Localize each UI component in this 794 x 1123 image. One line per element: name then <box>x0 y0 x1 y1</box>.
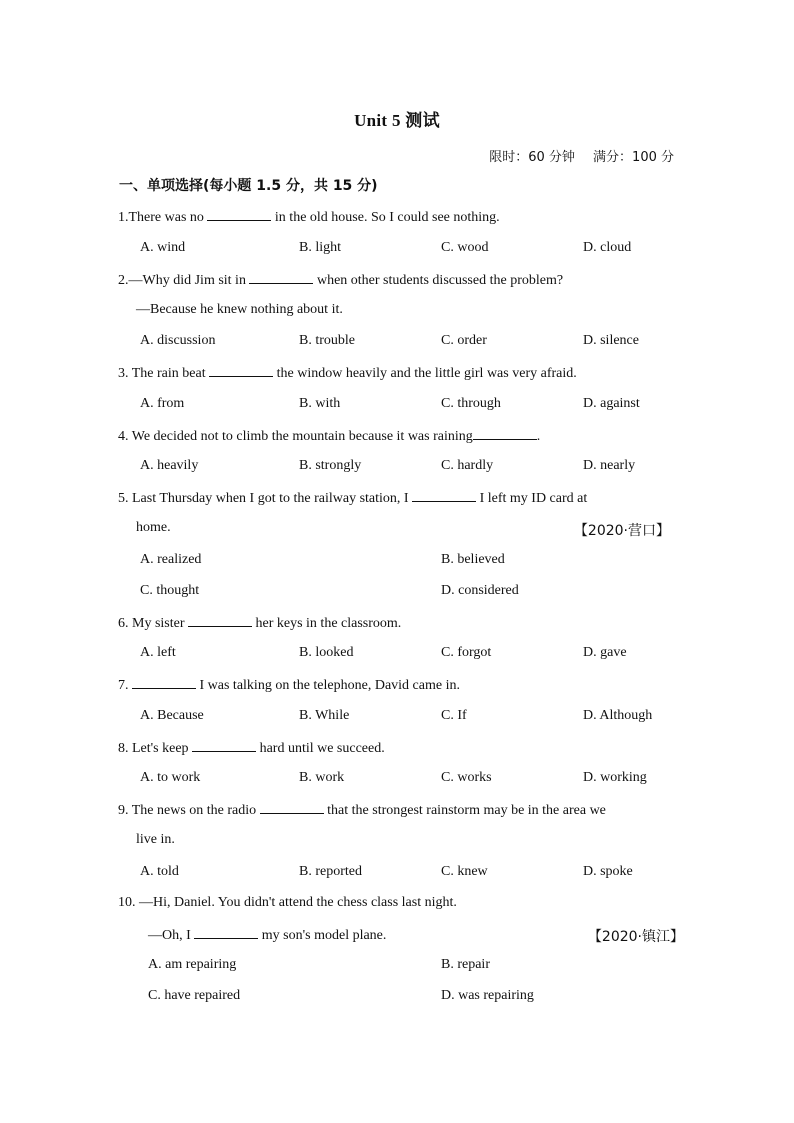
question-10: 10. —Hi, Daniel. You didn't attend the chess class last night. <box>118 895 457 910</box>
question-5-continuation: home. <box>136 520 171 535</box>
option-b: B. looked <box>299 645 354 660</box>
option-c: C. order <box>441 333 487 348</box>
answer-blank <box>249 271 313 284</box>
option-c: C. have repaired <box>148 988 241 1003</box>
option-c: C. works <box>441 770 492 785</box>
option-b: B. light <box>299 240 342 255</box>
option-b: B. with <box>299 396 341 411</box>
answer-blank <box>194 926 258 939</box>
option-a: A. Because <box>140 708 204 723</box>
question-5: 5. Last Thursday when I got to the railway station, I I left my ID card at <box>118 491 588 506</box>
option-d: D. considered <box>441 583 519 598</box>
option-a: A. realized <box>140 552 202 567</box>
option-b: B. strongly <box>299 458 362 473</box>
option-d: D. was repairing <box>441 988 534 1003</box>
question-8: 8. Let's keep hard until we succeed. <box>118 741 385 756</box>
option-b: B. While <box>299 708 350 723</box>
full-marks: 满分：100 分 <box>593 150 674 165</box>
question-2: 2.—Why did Jim sit in when other students discussed the problem? <box>118 273 564 288</box>
option-a: A. told <box>140 864 179 879</box>
question-9-continuation: live in. <box>136 832 175 847</box>
option-d: D. silence <box>583 333 639 348</box>
option-c: C. knew <box>441 864 488 879</box>
option-d: D. gave <box>583 645 627 660</box>
option-d: D. against <box>583 396 640 411</box>
option-d: D. cloud <box>583 240 632 255</box>
question-9: 9. The news on the radio that the strongest rainstorm may be in the area we <box>118 803 606 818</box>
option-c: C. through <box>441 396 501 411</box>
option-a: A. heavily <box>140 458 199 473</box>
option-b: B. reported <box>299 864 362 879</box>
answer-blank <box>132 676 196 689</box>
option-a: A. to work <box>140 770 201 785</box>
question-3: 3. The rain beat the window heavily and the little girl was very afraid. <box>118 366 577 381</box>
answer-blank <box>412 489 476 502</box>
source-tag: 【2020·镇江】 <box>587 929 684 945</box>
answer-blank <box>192 739 256 752</box>
question-2-reply: —Because he knew nothing about it. <box>136 302 343 317</box>
option-b: B. work <box>299 770 345 785</box>
option-a: A. discussion <box>140 333 216 348</box>
answer-blank <box>209 364 273 377</box>
question-1: 1.There was no in the old house. So I could see nothing. <box>118 210 500 225</box>
answer-blank <box>473 427 537 440</box>
source-tag: 【2020·营口】 <box>573 523 670 539</box>
question-7: 7. I was talking on the telephone, David came in. <box>118 678 460 693</box>
option-d: D. spoke <box>583 864 633 879</box>
option-d: D. nearly <box>583 458 636 473</box>
option-c: C. wood <box>441 240 489 255</box>
option-c: C. hardly <box>441 458 494 473</box>
option-a: A. left <box>140 645 176 660</box>
option-d: D. working <box>583 770 647 785</box>
option-b: B. believed <box>441 552 505 567</box>
answer-blank <box>188 614 252 627</box>
page-title: Unit 5 测试 <box>354 111 440 130</box>
exam-meta <box>489 146 674 165</box>
option-b: B. trouble <box>299 333 355 348</box>
option-c: C. thought <box>140 583 200 598</box>
option-c: C. forgot <box>441 645 492 660</box>
option-c: C. If <box>441 708 467 723</box>
option-b: B. repair <box>441 957 490 972</box>
time-limit: 限时：60 分钟 <box>489 150 575 165</box>
option-d: D. Although <box>583 708 653 723</box>
question-4: 4. We decided not to climb the mountain because it was raining . <box>118 429 541 444</box>
option-a: A. from <box>140 396 185 411</box>
answer-blank <box>260 801 324 814</box>
option-a: A. am repairing <box>148 957 237 972</box>
question-10-reply: —Oh, I my son's model plane. <box>148 928 387 943</box>
option-a: A. wind <box>140 240 186 255</box>
answer-blank <box>207 208 271 221</box>
question-6: 6. My sister her keys in the classroom. <box>118 616 402 631</box>
section-heading: 一、单项选择(每小题 1.5 分，共 15 分) <box>119 178 378 194</box>
